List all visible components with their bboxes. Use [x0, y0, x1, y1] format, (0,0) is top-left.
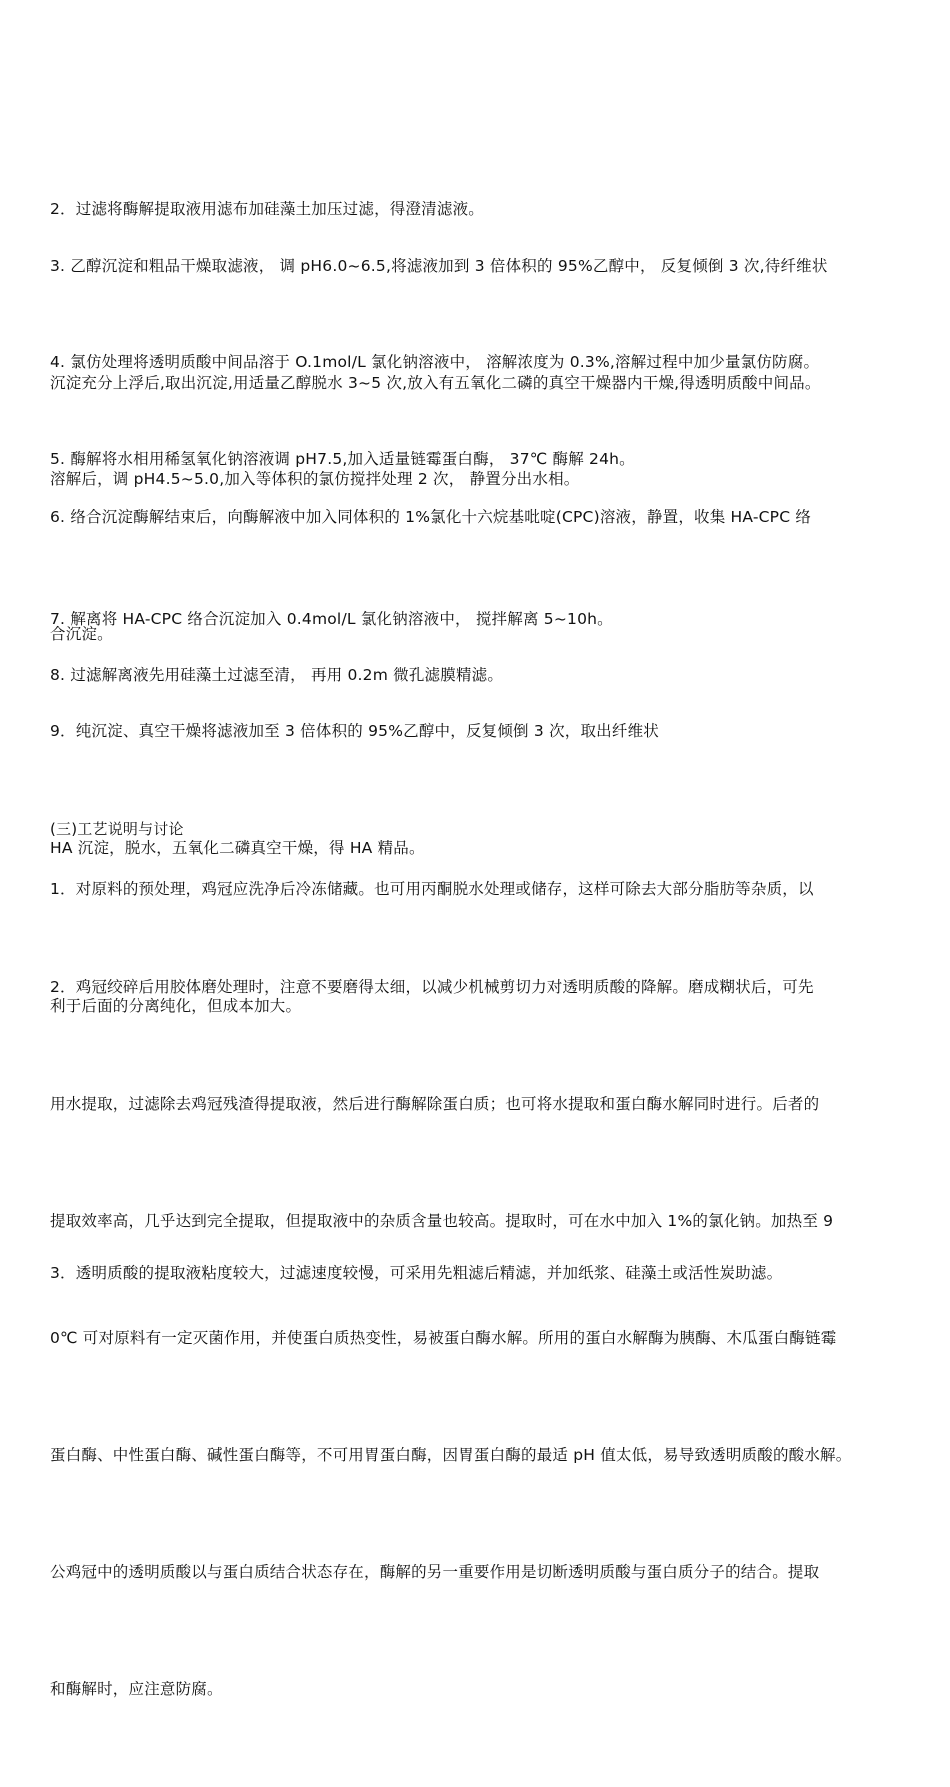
paragraph-line: 4. 氯仿处理将透明质酸中间品溶于 O.1mol/L 氯化钠溶液中， 溶解浓度为 0.3%,溶解过程中加少量氯仿防腐。 [50, 353, 820, 371]
paragraph-line: 5. 酶解将水相用稀氢氧化钠溶液调 pH7.5,加入适量链霉蛋白酶， 37℃ 酶解 24h。 [50, 450, 635, 468]
paragraph-line: 1．对原料的预处理，鸡冠应洗净后冷冻储藏。也可用丙酮脱水处理或储存，这样可除去大部分脂肪等杂质，以 [50, 880, 814, 898]
section-heading-text: (三)工艺说明与讨论 [50, 820, 184, 838]
paragraph-line: 合沉淀。 [50, 625, 113, 643]
paragraph-line: 沉淀充分上浮后,取出沉淀,用适量乙醇脱水 3~5 次,放入有五氧化二磷的真空干燥器内干燥,得透明质酸中间品。 [50, 374, 821, 392]
paragraph-line: 3. 乙醇沉淀和粗品干燥取滤液， 调 pH6.0~6.5,将滤液加到 3 倍体积的 95%乙醇中， 反复倾倒 3 次,待纤维状 [50, 257, 828, 275]
paragraph-filter-aid [50, 1176, 905, 1371]
paragraph-line: 6. 络合沉淀酶解结束后，向酶解液中加入同体积的 1%氯化十六烷基吡啶(CPC)溶液，静置，收集 HA-CPC 络 [50, 508, 812, 526]
paragraph-line: 2．鸡冠绞碎后用胶体磨处理时，注意不要磨得太细，以减少机械剪切力对透明质酸的降解。磨成糊状后，可先 [50, 978, 814, 996]
paragraph-line: 2．过滤将酶解提取液用滤布加硅藻土加压过滤，得澄清滤液。 [50, 200, 484, 218]
paragraph-line: HA 沉淀，脱水，五氧化二磷真空干燥，得 HA 精品。 [50, 839, 425, 857]
paragraph-line: 0℃ 可对原料有一定灭菌作用，并使蛋白质热变性，易被蛋白酶水解。所用的蛋白水解酶为胰酶、木瓜蛋白酶链霉 [50, 1329, 837, 1347]
paragraph-line: 公鸡冠中的透明质酸以与蛋白质结合状态存在，酶解的另一重要作用是切断透明质酸与蛋白质分子的结合。提取 [50, 1563, 820, 1581]
paragraph-line: 用水提取，过滤除去鸡冠残渣得提取液，然后进行酶解除蛋白质；也可将水提取和蛋白酶水解同时进行。后者的 [50, 1095, 820, 1113]
paragraph-line: 蛋白酶、中性蛋白酶、碱性蛋白酶等，不可用胃蛋白酶，因胃蛋白酶的最适 pH 值太低，易导致透明质酸的酸水解。 [50, 1446, 852, 1464]
paragraph-line: 溶解后，调 pH4.5~5.0,加入等体积的氯仿搅拌处理 2 次， 静置分出水相。 [50, 470, 580, 488]
paragraph-line: 8. 过滤解离液先用硅藻土过滤至清， 再用 0.2m 微孔滤膜精滤。 [50, 666, 504, 684]
paragraph-line: 7. 解离将 HA-CPC 络合沉淀加入 0.4mol/L 氯化钠溶液中， 搅拌解离 5~10h。 [50, 610, 613, 628]
paragraph-line: 3．透明质酸的提取液粘度较大，过滤速度较慢，可采用先粗滤后精滤，并加纸浆、硅藻土或活性炭助滤。 [50, 1264, 783, 1282]
paragraph-line: 9．纯沉淀、真空干燥将滤液加至 3 倍体积的 95%乙醇中，反复倾倒 3 次，取出纤维状 [50, 722, 659, 740]
paragraph-line: 和酶解时，应注意防腐。 [50, 1680, 223, 1698]
paragraph-line: 利于后面的分离纯化，但成本加大。 [50, 997, 302, 1015]
paragraph-line: 提取效率高，几乎达到完全提取，但提取液中的杂质含量也较高。提取时，可在水中加入 1%的氯化钠。加热至 9 [50, 1212, 834, 1230]
